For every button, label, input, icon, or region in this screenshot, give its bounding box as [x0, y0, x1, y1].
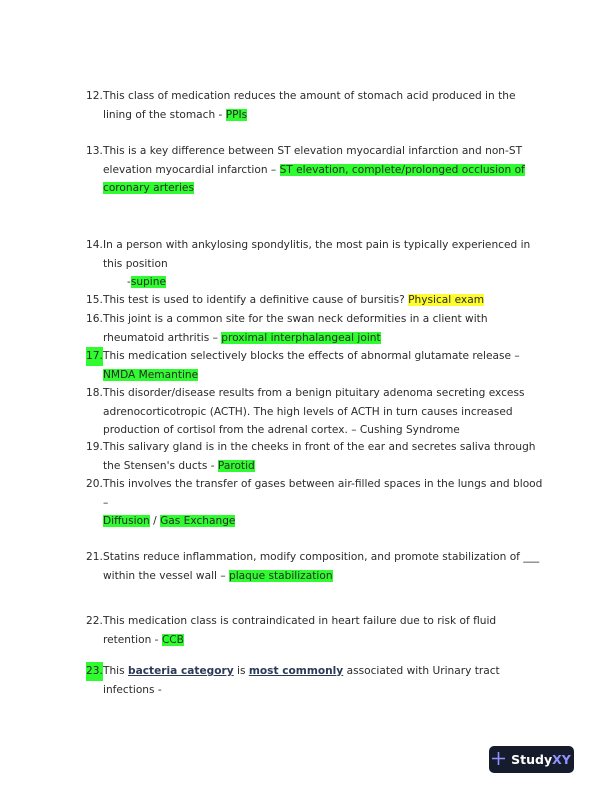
question-15	[86, 291, 546, 310]
question-text: is	[233, 665, 249, 677]
question-19	[86, 438, 546, 475]
question-number: 22.	[86, 615, 103, 627]
answer-highlight: ST elevation, complete/prolonged occlusion of coronary arteries	[103, 163, 525, 194]
question-number: 19.	[86, 441, 103, 453]
question-13	[86, 142, 546, 198]
answer-highlight: Diffusion	[103, 515, 150, 527]
question-number: 20.	[86, 478, 103, 490]
question-text: This is a key difference between ST elevation myocardial infarction and non-ST elevation myocardial infarction –	[103, 145, 523, 176]
question-text: This class of medication reduces the amount of stomach acid produced in the lining of the stomach -	[103, 90, 516, 121]
question-text: This medication selectively blocks the effects of abnormal glutamate release –	[103, 350, 520, 362]
question-text: associated with Urinary tract infections -	[103, 665, 500, 696]
question-text: This salivary gland is in the cheeks in front of the ear and secretes saliva through the Stensen's ducts -	[103, 441, 536, 472]
question-number: 21.	[86, 551, 103, 563]
studyxy-badge[interactable]	[489, 746, 574, 773]
emphasis-text: most commonly	[248, 665, 344, 677]
answer-highlight: Gas Exchange	[160, 515, 236, 527]
question-text: This medication class is contraindicated in heart failure due to risk of fluid retention -	[103, 615, 497, 646]
question-number: 14.	[86, 239, 103, 251]
brand-name: StudyXY	[511, 752, 571, 767]
question-21	[86, 548, 546, 585]
question-23	[86, 662, 546, 699]
question-number: 15.	[86, 294, 103, 306]
question-18	[86, 384, 546, 440]
answer-highlight: PPIs	[225, 108, 248, 121]
answer-highlight: Physical exam	[408, 294, 485, 306]
question-text: In a person with ankylosing spondylitis, the most pain is typically experienced in this position	[103, 239, 531, 270]
answer-line	[103, 512, 546, 531]
question-17	[86, 347, 546, 384]
plus-sparkle-icon	[492, 752, 505, 768]
answer-highlight: plaque stabilization	[228, 569, 333, 582]
question-12	[86, 87, 546, 124]
answer-prefix: -	[127, 276, 131, 288]
question-text: This involves the transfer of gases between air-filled spaces in the lungs and blood –	[103, 478, 543, 509]
answer-highlight: proximal interphalangeal joint	[221, 331, 381, 344]
question-text: This	[103, 665, 129, 677]
question-text: Statins reduce inflammation, modify composition, and promote stabilization of ___ within the vessel wall –	[103, 551, 540, 582]
question-number: 16.	[86, 313, 103, 325]
question-16	[86, 310, 546, 347]
answer-highlight: Parotid	[217, 459, 255, 472]
answer-highlight: CCB	[161, 633, 184, 646]
question-14	[86, 236, 546, 292]
emphasis-text: bacteria category	[128, 665, 234, 677]
question-number: 18.	[86, 387, 103, 399]
question-number: 12.	[86, 90, 103, 102]
question-number: 13.	[86, 145, 103, 157]
answer-highlight: NMDA Memantine	[103, 368, 199, 381]
question-text: This joint is a common site for the swan neck deformities in a client with rheumatoid arthritis –	[103, 313, 488, 344]
question-number: 23.	[86, 662, 103, 681]
question-22	[86, 612, 546, 649]
question-text: This test is used to identify a definitive cause of bursitis?	[103, 294, 409, 306]
question-text: This disorder/disease results from a benign pituitary adenoma secreting excess adrenocorticotropic (ACTH). The high levels of ACTH in turn causes increased production of cortisol from the adrenal cortex. – Cushing Syndrome	[103, 387, 525, 436]
answer-line	[103, 273, 546, 292]
question-20	[86, 475, 546, 531]
answer-highlight: supine	[130, 276, 166, 288]
question-number: 17.	[86, 347, 103, 366]
answer-separator: /	[149, 515, 161, 527]
